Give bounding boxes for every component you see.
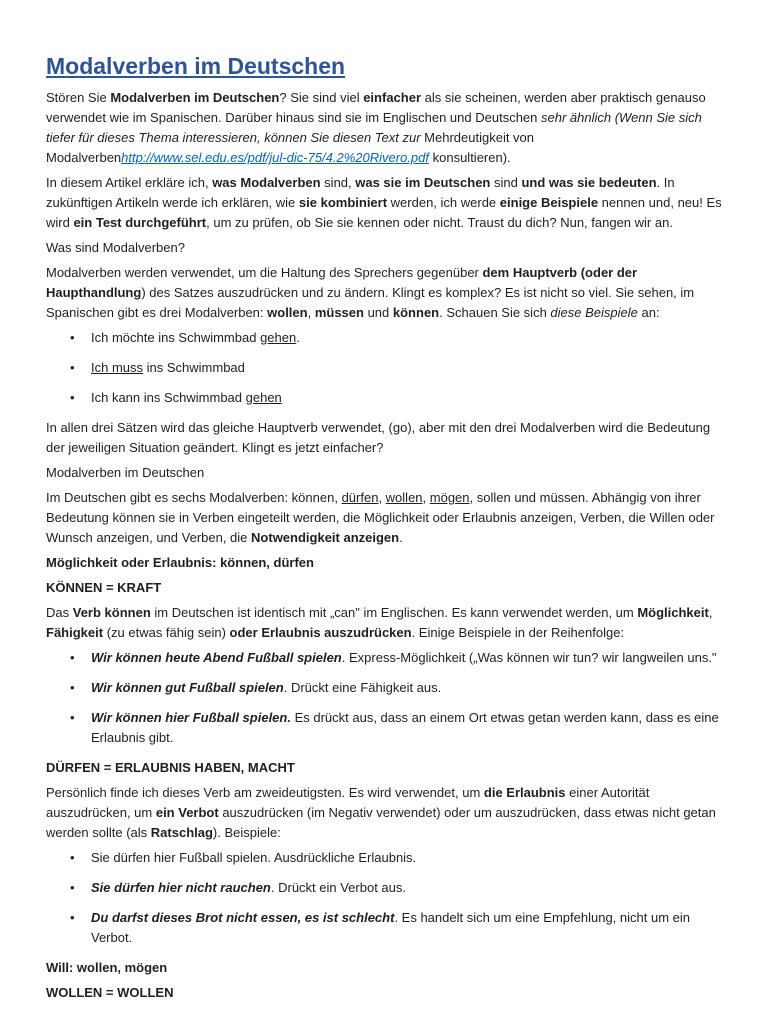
text-run: ? Sie sind viel: [279, 90, 364, 105]
text-run: KÖNNEN = KRAFT: [46, 580, 162, 595]
text-run: . Es handelt sich um eine Empfehlung, nicht um ein Verbot.: [91, 910, 690, 945]
paragraph-duerfen-definition: [46, 783, 728, 843]
text-run: . Express-Möglichkeit („Was können wir tun? wir langweilen uns.": [341, 650, 717, 665]
heading-modalverben-im-deutschen: [46, 463, 728, 483]
text-run: Will: wollen, mögen: [46, 960, 168, 975]
list-schwimmbad-examples: [46, 328, 728, 408]
text-run: können: [392, 305, 440, 320]
text-run: Fähigkeit: [46, 625, 104, 640]
text-run: Notwendigkeit anzeigen: [251, 530, 400, 545]
text-run: Stören Sie: [46, 90, 111, 105]
text-run: dürfen: [341, 490, 379, 505]
text-run: sie kombiniert: [298, 195, 388, 210]
text-run: oder Erlaubnis auszudrücken: [229, 625, 412, 640]
paragraph-hauptverb-note: [46, 418, 728, 458]
list-item: [70, 878, 728, 898]
text-run: . Drückt eine Fähigkeit aus.: [283, 680, 442, 695]
paragraph-article-plan: [46, 173, 728, 233]
text-run: diese Beispiele: [550, 305, 638, 320]
text-run: an:: [637, 305, 660, 320]
text-run: Modalverben im Deutschen: [46, 465, 205, 480]
text-run: und: [363, 305, 393, 320]
text-run: Sie dürfen hier Fußball spielen. Ausdrückliche Erlaubnis.: [91, 850, 417, 865]
heading-was-sind-modalverben: [46, 238, 728, 258]
text-run: Sie dürfen hier nicht rauchen: [91, 880, 271, 895]
text-run: sind,: [320, 175, 356, 190]
text-run: Möglichkeit oder Erlaubnis: können, dürfen: [46, 555, 314, 570]
text-run: im Deutschen ist identisch mit „can" im Englischen. Es kann verwendet werden, um: [150, 605, 638, 620]
text-run: konsultieren).: [429, 150, 511, 165]
text-run: wollen: [267, 305, 308, 320]
text-run: Du darfst dieses Brot nicht essen, es ist schlecht: [91, 910, 395, 925]
text-run: Ich möchte ins Schwimmbad: [91, 330, 261, 345]
list-item: [70, 848, 728, 868]
text-run: .: [296, 330, 300, 345]
text-run: Wir können heute Abend Fußball spielen: [91, 650, 342, 665]
text-run: Ratschlag: [150, 825, 213, 840]
text-run: ,: [422, 490, 430, 505]
text-run: einfacher: [363, 90, 422, 105]
text-run: ). Beispiele:: [212, 825, 281, 840]
text-run: als sie scheinen, werden aber praktisch genauso verwendet wie im Spanischen. Darüber hinaus sind sie im Englischen und Deutschen: [46, 90, 706, 125]
text-run: dem Hauptverb (oder der Haupthandlung: [46, 265, 638, 300]
list-item: [70, 708, 728, 748]
text-run: was sie im Deutschen: [355, 175, 491, 190]
text-run: DÜRFEN = ERLAUBNIS HABEN, MACHT: [46, 760, 295, 775]
text-run: auszudrücken (im Negativ verwendet) oder um auszudrücken, dass etwas nicht getan werden sollte (als: [46, 805, 716, 840]
text-run: Möglichkeit: [637, 605, 709, 620]
text-run: Was sind Modalverben?: [46, 240, 185, 255]
list-item: [70, 358, 728, 378]
text-run: einige Beispiele: [499, 195, 599, 210]
text-run: WOLLEN = WOLLEN: [46, 985, 174, 1000]
text-run: die Erlaubnis: [483, 785, 566, 800]
text-run: mögen: [429, 490, 470, 505]
paragraph-modalverben-definition: [46, 263, 728, 323]
list-item: [70, 328, 728, 348]
paragraph-koennen-definition: [46, 603, 728, 643]
text-run: werden, ich werde: [387, 195, 500, 210]
list-item: [70, 678, 728, 698]
text-run: , um zu prüfen, ob Sie sie kennen oder nicht. Traust du dich? Nun, fangen wir an.: [206, 215, 673, 230]
text-run: ,: [378, 490, 386, 505]
text-run: ein Test durchgeführt: [73, 215, 207, 230]
text-run: gehen: [245, 390, 282, 405]
text-run: sehr ähnlich (Wenn Sie sich tiefer für dieses Thema interessieren, können Sie diesen Text zur: [46, 110, 702, 145]
text-run: . In zukünftigen Artikeln werde ich erklären, wie: [46, 175, 675, 210]
text-run: Im Deutschen gibt es sechs Modalverben: können,: [46, 490, 342, 505]
text-run: Verb können: [72, 605, 151, 620]
text-run: ,: [307, 305, 315, 320]
text-run: Das: [46, 605, 73, 620]
text-run: . Drückt ein Verbot aus.: [270, 880, 406, 895]
text-run: gehen: [260, 330, 297, 345]
list-koennen-examples: [46, 648, 728, 748]
text-run: Mehrdeutigkeit von Modalverben: [46, 130, 535, 165]
text-run: Wir können gut Fußball spielen: [91, 680, 284, 695]
page-title: Modalverben im Deutschen: [46, 53, 346, 79]
text-run: Ich kann ins Schwimmbad: [91, 390, 246, 405]
text-run: einer Autorität auszudrücken, um: [46, 785, 650, 820]
text-run: Wir können hier Fußball spielen.: [91, 710, 291, 725]
text-run: In diesem Artikel erkläre ich,: [46, 175, 213, 190]
text-run: Modalverben werden verwendet, um die Haltung des Sprechers gegenüber: [46, 265, 483, 280]
heading-will-wollen-moegen: [46, 958, 728, 978]
list-duerfen-examples: [46, 848, 728, 948]
text-run: wollen: [385, 490, 423, 505]
text-run: was Modalverben: [212, 175, 321, 190]
text-run: ) des Satzes auszudrücken und zu ändern. Klingt es komplex? Es ist nicht so viel. Sie sehen, im Spanischen gibt es drei Modalverben:: [46, 285, 695, 320]
text-run: . Schauen Sie sich: [439, 305, 551, 320]
text-run: , sollen und müssen. Abhängig von ihrer Bedeutung können sie in Verben eingeteilt werden, die Möglichkeit oder Erlaubnis anzeigen, Verben, die Willen oder Wunsch anzeigen, und Verben, die: [46, 490, 715, 545]
text-run: Ich muss: [91, 360, 144, 375]
text-run: ein Verbot: [155, 805, 219, 820]
text-run: und was sie bedeuten: [521, 175, 657, 190]
text-run: . Einige Beispiele in der Reihenfolge:: [411, 625, 625, 640]
list-item: [70, 648, 728, 668]
heading-wollen-wollen: [46, 983, 728, 1003]
text-run: .: [399, 530, 403, 545]
heading-duerfen: [46, 758, 728, 778]
list-item: [70, 388, 728, 408]
text-run: Es drückt aus, dass an einem Ort etwas getan werden kann, dass es eine Erlaubnis gibt.: [91, 710, 719, 745]
text-run: müssen: [314, 305, 364, 320]
text-run: nennen und, neu! Es wird: [46, 195, 722, 230]
list-item: [70, 908, 728, 948]
text-run: In allen drei Sätzen wird das gleiche Hauptverb verwendet, (go), aber mit den drei Modalverben wird die Bedeutung der jeweiligen Situation geändert. Klingt es jetzt einfacher?: [46, 420, 711, 455]
text-run: ins Schwimmbad: [143, 360, 245, 375]
paragraph-intro: [46, 88, 728, 168]
heading-koennen-kraft: [46, 578, 728, 598]
text-run: sind: [490, 175, 522, 190]
text-run: Modalverben im Deutschen: [110, 90, 280, 105]
text-run: (zu etwas fähig sein): [103, 625, 230, 640]
text-run: ,: [708, 605, 713, 620]
text-run: Persönlich finde ich dieses Verb am zweideutigsten. Es wird verwendet, um: [46, 785, 484, 800]
document-hyperlink[interactable]: http://www.sel.edu.es/pdf/jul-dic-75/4.2%20Rivero.pdf: [121, 150, 429, 165]
heading-moeglichkeit-erlaubnis: [46, 553, 728, 573]
paragraph-sechs-modalverben: [46, 488, 728, 548]
